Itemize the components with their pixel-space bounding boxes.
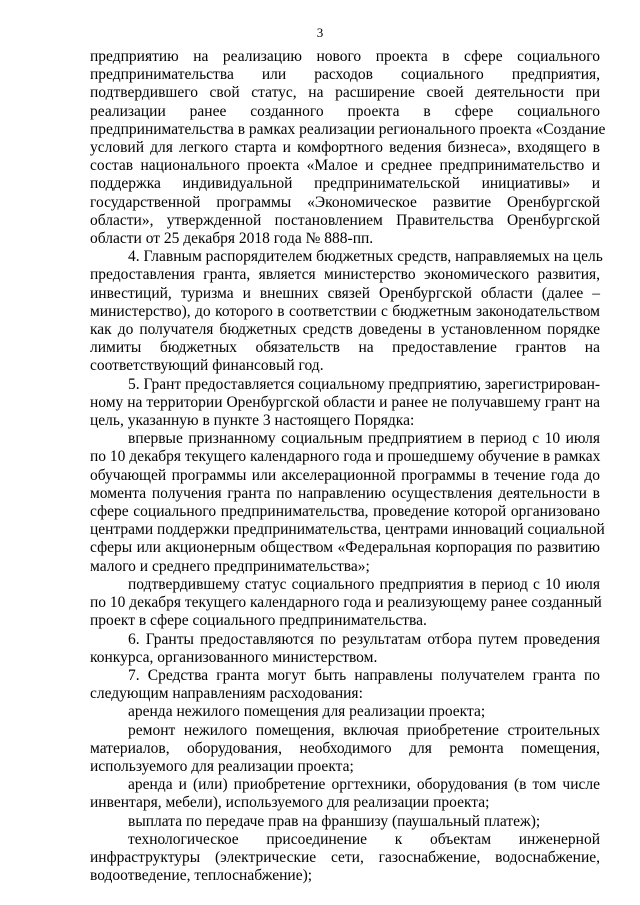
- paragraph: [90, 831, 600, 886]
- paragraph-line: предпринимательства или расходов социального предприятия,: [90, 66, 600, 84]
- paragraph-line: области от 25 декабря 2018 года № 888-пп.: [90, 230, 374, 248]
- paragraph-line: предпринимательства в рамках реализации регионального проекта «Создание: [90, 120, 606, 138]
- paragraph-line: подтвердившему статус социального предприятия в период с 10 июля: [128, 575, 600, 593]
- paragraph-line: инвентаря, мебели), используемого для реализации проекта;: [90, 794, 490, 812]
- paragraph-line: малого и среднего предпринимательства»;: [90, 557, 370, 575]
- paragraph: [90, 376, 600, 431]
- paragraph-line: проект в сфере социального предпринимательства.: [90, 612, 427, 630]
- paragraph-line: 7. Средства гранта могут быть направлены получателем гранта по: [128, 666, 600, 684]
- paragraph-line: аренда и (или) приобретение оргтехники, оборудования (в том числе: [128, 776, 600, 794]
- paragraph-line: следующим направлениям расходования:: [90, 685, 363, 703]
- paragraph-line: государственной программы «Экономическое развитие Оренбургской: [90, 193, 600, 211]
- paragraph: [90, 430, 605, 576]
- paragraph-line: водоотведение, теплоснабжение);: [90, 867, 313, 885]
- paragraph-line: предоставления гранта, является министерство экономического развития,: [90, 266, 600, 284]
- paragraph-line: используемого для реализации проекта;: [90, 757, 354, 775]
- paragraph-line: подтвердившего свой статус, на расширение своей деятельности при: [90, 84, 600, 102]
- paragraph-line: аренда нежилого помещения для реализации проекта;: [128, 703, 486, 721]
- paragraph-line: соответствующий финансовый год.: [90, 357, 324, 375]
- paragraph-line: министерство), до которого в соответствии с бюджетным законодательством: [90, 302, 600, 320]
- paragraph-line: впервые признанному социальным предприятием в период с 10 июля: [128, 430, 600, 448]
- paragraph-line: выплата по передаче прав на франшизу (паушальный платеж);: [128, 812, 541, 830]
- paragraph-line: ремонт нежилого помещения, включая приобретение строительных: [128, 721, 600, 739]
- paragraph-line: лимиты бюджетных обязательств на предоставление грантов на: [90, 339, 600, 357]
- paragraph: [90, 48, 606, 248]
- paragraph-line: инвестиций, туризма и внешних связей Оренбургской области (далее –: [90, 284, 600, 302]
- paragraph-line: ному на территории Оренбургской области и ранее не получавшему грант на: [90, 393, 600, 411]
- paragraph-line: обучающей программы или акселерационной программы в течение года до: [90, 466, 600, 484]
- paragraph-line: центрами поддержки предпринимательства, центрами инноваций социальной: [90, 521, 605, 539]
- paragraph-line: цель, указанную в пункте 3 настоящего Порядка:: [90, 412, 415, 430]
- paragraph-line: предприятию на реализацию нового проекта в сфере социального: [90, 48, 600, 65]
- paragraph-line: сфере социального предпринимательства, проведение которой организовано: [90, 503, 600, 521]
- paragraph-line: 4. Главным распорядителем бюджетных средств, направляемых на цель: [128, 248, 603, 266]
- paragraph: [90, 631, 600, 667]
- document-body: [90, 48, 606, 885]
- paragraph: [90, 776, 600, 812]
- paragraph-line: сферы или акционерным обществом «Федеральная корпорация по развитию: [90, 539, 600, 557]
- paragraph-line: технологическое присоединение к объектам инженерной: [128, 830, 600, 848]
- paragraph-line: по 10 декабря текущего календарного года и прошедшему обучение в рамках: [90, 448, 601, 466]
- paragraph-line: 6. Гранты предоставляются по результатам отбора путем проведения: [128, 630, 600, 648]
- paragraph-line: 5. Грант предоставляется социальному предприятию, зарегистрирован-: [128, 375, 601, 393]
- paragraph-line: поддержка индивидуальной предпринимательской инициативы» и: [90, 175, 600, 193]
- paragraph-line: как до получателя бюджетных средств доведены в установленном порядке: [90, 321, 600, 339]
- paragraph-line: инфраструктуры (электрические сети, газоснабжение, водоснабжение,: [90, 848, 600, 866]
- paragraph-line: области», утвержденной постановлением Правительства Оренбургской: [90, 211, 600, 229]
- paragraph: [90, 667, 600, 703]
- page-number: 3: [316, 25, 324, 40]
- paragraph: [90, 813, 600, 831]
- paragraph: [90, 576, 600, 631]
- paragraph-line: по 10 декабря текущего календарного года и реализующему ранее созданный: [90, 594, 602, 612]
- paragraph-line: момента получения гранта по направлению осуществления деятельности в: [90, 484, 600, 502]
- paragraph: [90, 722, 600, 777]
- paragraph-line: реализации ранее созданного проекта в сфере социального: [90, 102, 600, 120]
- paragraph: [90, 248, 603, 375]
- paragraph: [90, 703, 600, 721]
- paragraph-line: конкурса, организованного министерством.: [90, 648, 378, 666]
- paragraph-line: условий для легкого старта и комфортного ведения бизнеса», входящего в: [90, 139, 600, 157]
- paragraph-line: состав национального проекта «Малое и среднее предпринимательство и: [90, 157, 600, 175]
- paragraph-line: материалов, оборудования, необходимого для ремонта помещения,: [90, 739, 600, 757]
